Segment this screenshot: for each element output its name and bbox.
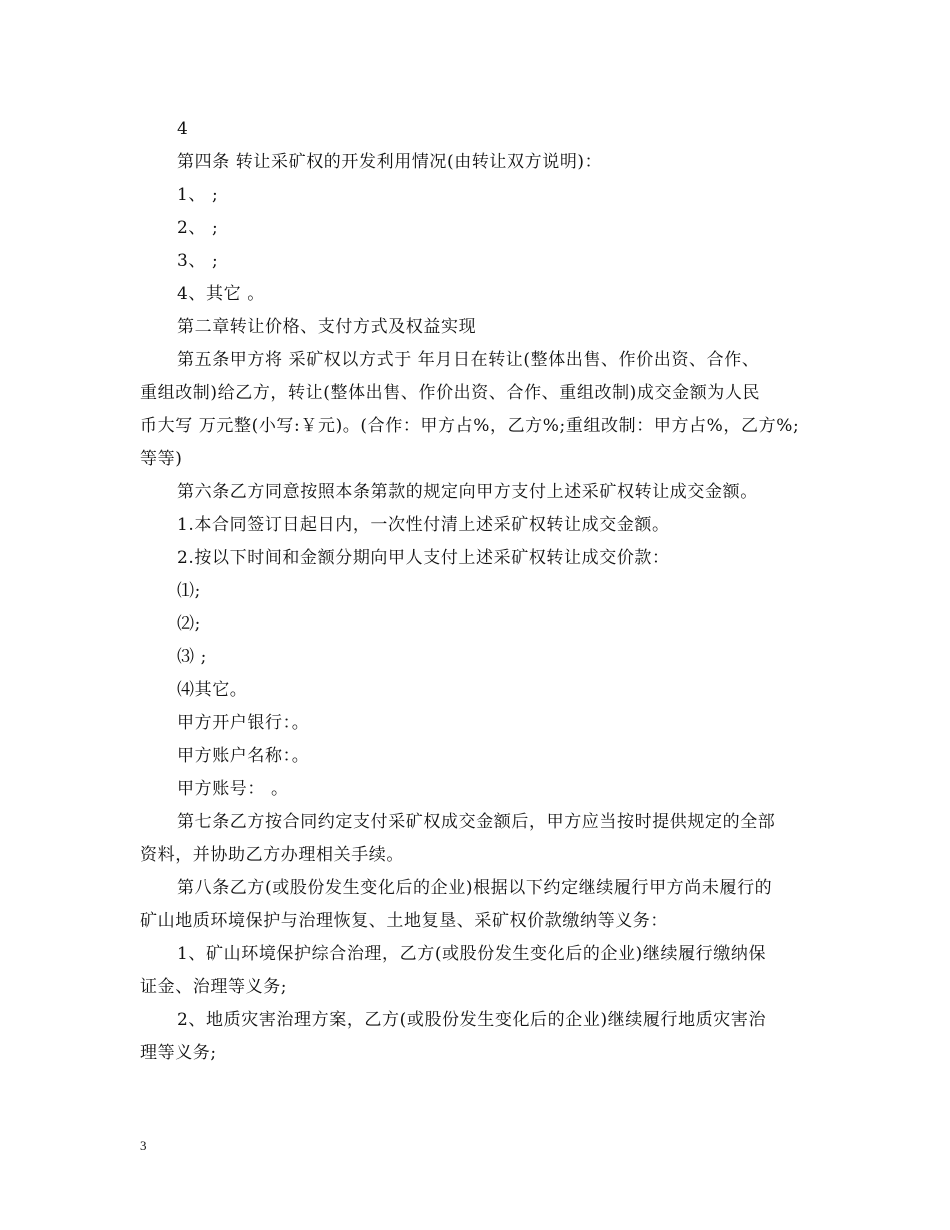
body-line: 资料，并协助乙方办理相关手续。 <box>140 845 404 865</box>
list-item: 1、 ; <box>177 185 219 205</box>
body-line: 4 <box>177 119 189 139</box>
document-body <box>140 113 820 1070</box>
list-item: 3、 ; <box>177 251 219 271</box>
sub-list-item: ⑶ ; <box>177 647 207 667</box>
page-number: 3 <box>140 1138 147 1153</box>
list-item: 2.按以下时间和金额分期向甲人支付上述采矿权转让成交价款： <box>177 548 670 568</box>
article-4-heading: 第四条 转让采矿权的开发利用情况(由转让双方说明)： <box>177 152 603 172</box>
body-line: 等等) <box>140 449 183 469</box>
account-number-field: 甲方账号： 。 <box>177 779 289 799</box>
article-7-paragraph: 第七条乙方按合同约定支付采矿权成交金额后，甲方应当按时提供规定的全部 <box>177 812 776 832</box>
body-line: 矿山地质环境保护与治理恢复、土地复垦、采矿权价款缴纳等义务： <box>140 911 668 931</box>
body-line: 理等义务; <box>140 1043 217 1063</box>
article-6-paragraph: 第六条乙方同意按照本条第款的规定向甲方支付上述采矿权转让成交金额。 <box>177 482 758 502</box>
chapter-2-heading: 第二章转让价格、支付方式及权益实现 <box>177 317 477 337</box>
sub-list-item: ⑷其它。 <box>177 680 248 700</box>
list-item: 2、 ; <box>177 218 219 238</box>
list-item: 1.本合同签订日起日内，一次性付清上述采矿权转让成交金额。 <box>177 515 670 535</box>
body-line: 证金、治理等义务; <box>140 977 288 997</box>
list-item: 2、地质灾害治理方案，乙方(或股份发生变化后的企业)继续履行地质灾害治 <box>177 1010 767 1030</box>
body-line: 重组改制)给乙方，转让(整体出售、作价出资、合作、重组改制)成交金额为人民 <box>140 383 761 403</box>
article-5-paragraph: 第五条甲方将 采矿权以方式于 年月日在转让(整体出售、作价出资、合作、 <box>177 350 760 370</box>
list-item: 4、其它 。 <box>177 284 265 304</box>
bank-field: 甲方开户银行：。 <box>177 713 310 733</box>
body-line: 币大写 万元整(小写:￥元)。(合作：甲方占%，乙方%;重组改制：甲方占%，乙方%; <box>140 416 800 436</box>
article-8-paragraph: 第八条乙方(或股份发生变化后的企业)根据以下约定继续履行甲方尚未履行的 <box>177 878 773 898</box>
sub-list-item: ⑴; <box>177 581 201 601</box>
sub-list-item: ⑵; <box>177 614 201 634</box>
account-name-field: 甲方账户名称：。 <box>177 746 310 766</box>
list-item: 1、矿山环境保护综合治理，乙方(或股份发生变化后的企业)继续履行缴纳保 <box>177 944 767 964</box>
